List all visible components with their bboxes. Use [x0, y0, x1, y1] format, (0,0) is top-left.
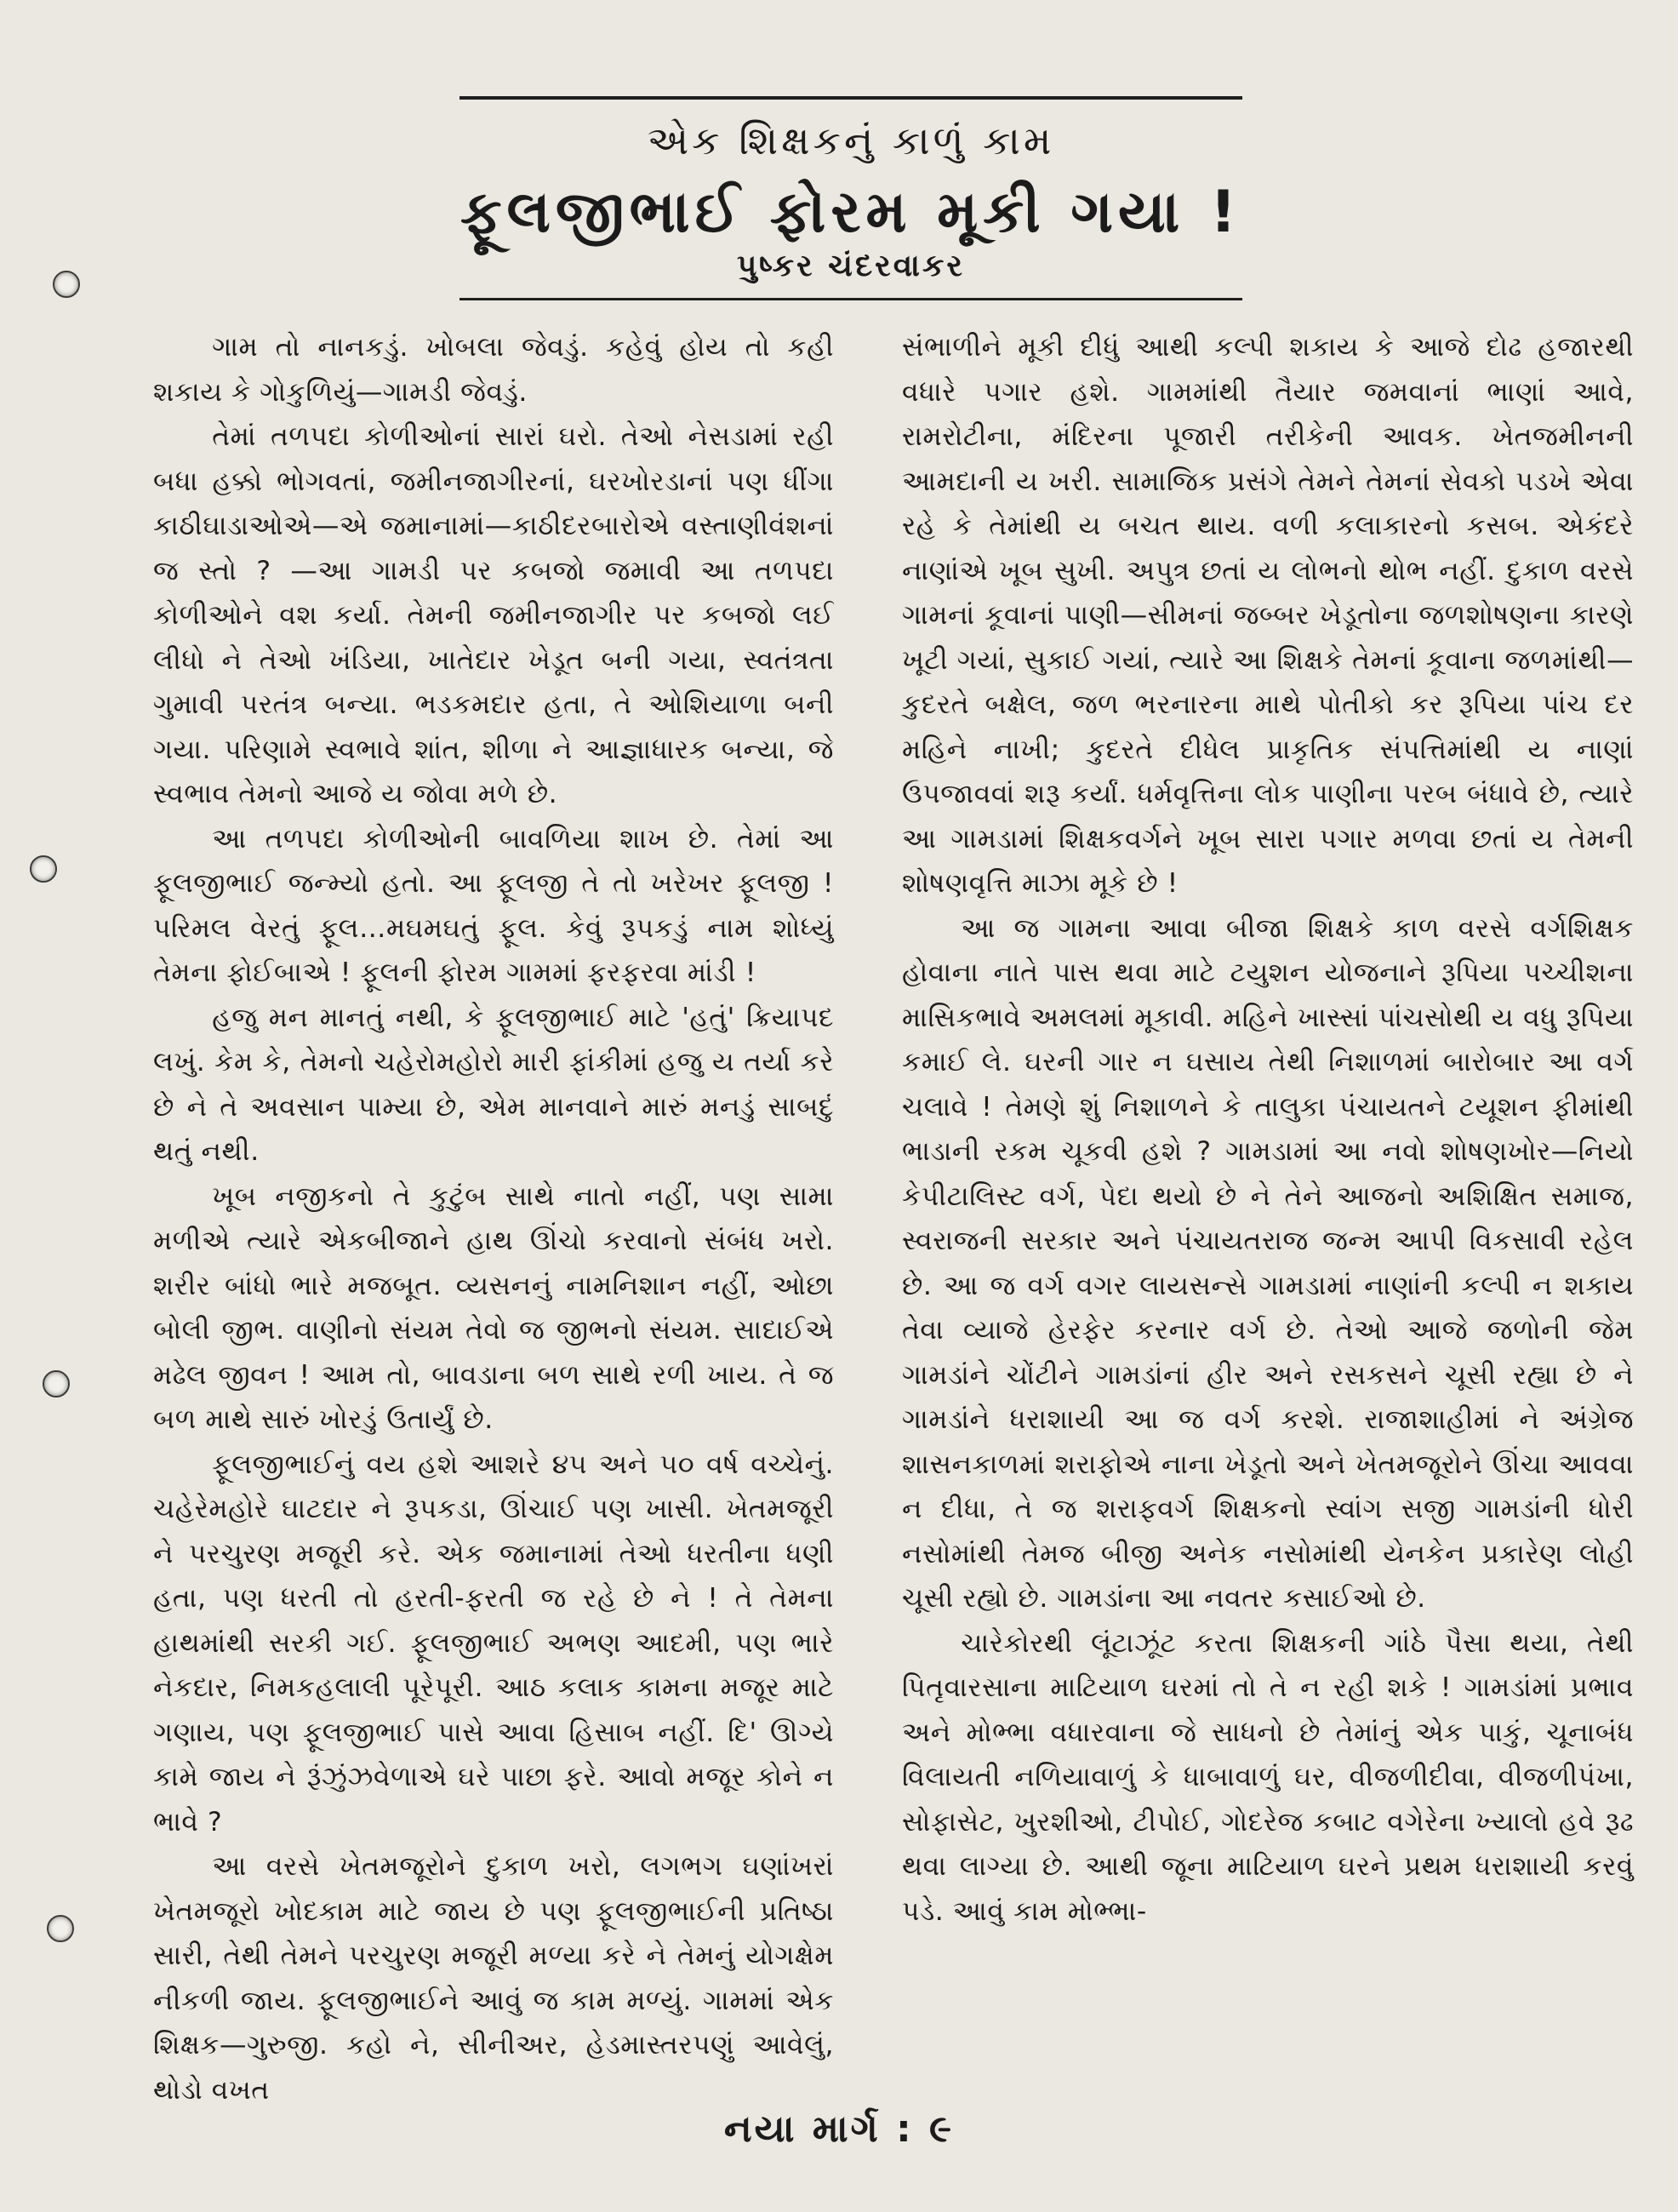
paragraph: ગામ તો નાનકડું. ખોબલા જેવડું. કહેવું હોય તો કહી શકાય કે ગોકુળિયું—ગામડી જેવડું.: [153, 332, 834, 408]
paragraph-continued: સંભાળીને મૂકી દીધું આથી કલ્પી શકાય કે આજે દોઢ હજારથી વધારે પગાર હશે. ગામમાંથી તૈયાર જમવાનાં ભાણાં આવે, રામરોટીના, મંદિરના પૂજારી તરીકેની આવક. ખેતજમીનની આમદાની ય ખરી. સામાજિક પ્રસંગે તેમને તેમનાં સેવકો પડખે એવા રહે કે તેમાંથી ય બચત થાય. વળી કલાકારનો કસબ. એકંદરે નાણાંએ ખૂબ સુખી. અપુત્ર છતાં ય લોભનો થોભ નહીં. દુકાળ વરસે ગામનાં કૂવાનાં પાણી—સીમનાં જબ્બર ખેડૂતોના જળશોષણના કારણે ખૂટી ગયાં, સુકાઈ ગયાં, ત્યારે આ શિક્ષકે તેમનાં કૂવાના જળમાંથી—કુદરતે બક્ષેલ, જળ ભરનારના માથે પોતીકો કર રૂપિયા પાંચ દર મહિને નાખી; કુદરતે દીધેલ પ્રાકૃતિક સંપત્તિમાંથી ય નાણાં ઉપજાવવાં શરૂ કર્યાં. ધર્મવૃત્તિના લોક પાણીના પરબ બંધાવે છે, ત્યારે આ ગામડામાં શિક્ષકવર્ગને ખૂબ સારા પગાર મળવા છતાં ય તેમની શોષણવૃત્તિ માઝા મૂકે છે !: [902, 332, 1634, 899]
top-rule: [459, 96, 1242, 100]
paragraph: આ વરસે ખેતમજૂરોને દુકાળ ખરો, લગભગ ઘણાંખરાં ખેતમજૂરો ખોદકામ માટે જાય છે પણ ફૂલજીભાઈની પ્રતિષ્ઠા સારી, તેથી તેમને પરચુરણ મજૂરી મળ્યા કરે ને તેમનું યોગક્ષેમ નીકળી જાય. ફૂલજીભાઈને આવું જ કામ મળ્યું. ગામમાં એક શિક્ષક—ગુરુજી. કહો ને, સીનીઅર, હેડમાસ્તરપણું આવેલું, થોડો વખત: [153, 1851, 834, 2106]
left-column: [153, 325, 834, 2106]
article-kicker: એક શિક્ષકનું કાળું કામ: [647, 117, 1055, 163]
paragraph: ફૂલજીભાઈનું વય હશે આશરે ૪૫ અને ૫૦ વર્ષ વચ્ચેનું. ચહેરેમહોરે ઘાટદાર ને રૂપકડા, ઊંચાઈ પણ ખાસી. ખેતમજૂરી ને પરચુરણ મજૂરી કરે. એક જમાનામાં તેઓ ધરતીના ધણી હતા, પણ ધરતી તો હરતી-ફરતી જ રહે છે ને ! તે તેમના હાથમાંથી સરકી ગઈ. ફૂલજીભાઈ અભણ આદમી, પણ ભારે નેકદાર, નિમકહલાલી પૂરેપૂરી. આઠ કલાક કામના મજૂર માટે ગણાય, પણ ફૂલજીભાઈ પાસે આવા હિસાબ નહીં. દિ' ઊગ્યે કામે જાય ને રૂંઝુંઝવેળાએ ઘરે પાછા ફરે. આવો મજૂર કોને ન ભાવે ?: [153, 1449, 834, 1838]
paragraph: આ જ ગામના આવા બીજા શિક્ષકે કાળ વરસે વર્ગશિક્ષક હોવાના નાતે પાસ થવા માટે ટયુશન યોજનાને રૂપિયા પચ્ચીશના માસિકભાવે અમલમાં મૂકાવી. મહિને ખાસ્સાં પાંચસોથી ય વધુ રૂપિયા કમાઈ લે. ઘરની ગાર ન ઘસાય તેથી નિશાળમાં બારોબાર આ વર્ગ ચલાવે ! તેમણે શું નિશાળને કે તાલુકા પંચાયતને ટયૂશન ફીમાંથી ભાડાની રકમ ચૂકવી હશે ? ગામડામાં આ નવો શોષણખોર—નિયો કેપીટાલિસ્ટ વર્ગ, પેદા થયો છે ને તેને આજનો અશિક્ષિત સમાજ, સ્વરાજની સરકાર અને પંચાયતરાજ જન્મ આપી વિકસાવી રહેલ છે. આ જ વર્ગ વગર લાયસન્સે ગામડામાં નાણાંની કલ્પી ન શકાય તેવા વ્યાજે હેરફેર કરનાર વર્ગ છે. તેઓ આજે જળોની જેમ ગામડાંને ચોંટીને ગામડાંનાં હીર અને રસકસને ચૂસી રહ્યા છે ને ગામડાંને ધરાશાયી આ જ વર્ગ કરશે. રાજાશાહીમાં ને અંગ્રેજ શાસનકાળમાં શરાફોએ નાના ખેડૂતો અને ખેતમજૂરોને ઊંચા આવવા ન દીધા, તે જ શરાફવર્ગ શિક્ષકનો સ્વાંગ સજી ગામડાંની ધોરી નસોમાંથી તેમજ બીજી અનેક નસોમાંથી યેનકેન પ્રકારેણ લોહી ચૂસી રહ્યો છે. ગામડાંના આ નવતર કસાઈઓ છે.: [902, 912, 1634, 1614]
punch-hole: [30, 855, 57, 883]
page-footer: નયા માર્ગ : ૯: [723, 2107, 955, 2151]
right-column: [902, 325, 1634, 2027]
paragraph: તેમાં તળપદા કોળીઓનાં સારાં ઘરો. તેઓ નેસડામાં રહી બધા હક્કો ભોગવતાં, જમીનજાગીરનાં, ઘરખોરડાનાં પણ ધીંગા કાઠીઘાડાઓએ—એ જમાનામાં—કાઠીદરબારોએ વસ્તાણીવંશનાં જ સ્તો ? —આ ગામડી પર કબજો જમાવી આ તળપદા કોળીઓને વશ કર્યા. તેમની જમીનજાગીર પર કબજો લઈ લીધો ને તેઓ ખંડિયા, ખાતેદાર ખેડૂત બની ગયા, સ્વતંત્રતા ગુમાવી પરતંત્ર બન્યા. ભડકમદાર હતા, તે ઓશિયાળા બની ગયા. પરિણામે સ્વભાવે શાંત, શીળા ને આજ્ઞાધારક બન્યા, જે સ્વભાવ તેમનો આજે ય જોવા મળે છે.: [153, 421, 834, 809]
paragraph: આ તળપદા કોળીઓની બાવળિયા શાખ છે. તેમાં આ ફૂલજીભાઈ જન્મ્યો હતો. આ ફૂલજી તે તો ખરેખર ફૂલજી ! પરિમલ વેરતું ફૂલ…મઘમઘતું ફૂલ. કેવું રૂપકડું નામ શોધ્યું તેમના ફોઈબાએ ! ફૂલની ફોરમ ગામમાં ફરફરવા માંડી !: [153, 823, 834, 988]
header-rule: [459, 298, 1242, 300]
punch-hole: [53, 271, 80, 298]
punch-hole: [47, 1915, 74, 1942]
paragraph: હજુ મન માનતું નથી, કે ફૂલજીભાઈ માટે 'હતું' ક્રિયાપદ લખું. કેમ કે, તેમનો ચહેરોમહોરો મારી ફાંકીમાં હજુ ય તર્યા કરે છે ને તે અવસાન પામ્યા છે, એમ માનવાને મારું મનડું સાબદું થતું નથી.: [153, 1002, 834, 1167]
punch-hole: [43, 1370, 70, 1398]
article-byline: પુષ્કર ચંદરવાકર: [737, 249, 965, 283]
article-headline: ફૂલજીભાઈ ફોરમ મૂકી ગયા !: [459, 179, 1242, 246]
paragraph: ખૂબ નજીકનો તે કુટુંબ સાથે નાતો નહીં, પણ સામા મળીએ ત્યારે એકબીજાને હાથ ઊંચો કરવાનો સંબંધ ખરો. શરીર બાંધો ભારે મજબૂત. વ્યસનનું નામનિશાન નહીં, ઓછા બોલી જીભ. વાણીનો સંયમ તેવો જ જીભનો સંયમ. સાદાઈએ મઢેલ જીવન ! આમ તો, બાવડાના બળ સાથે રળી ખાય. તે જ બળ માથે સારું ખોરડું ઉતાર્યું છે.: [153, 1180, 834, 1435]
paragraph: ચારેકોરથી લૂંટાઝૂંટ કરતા શિક્ષકની ગાંઠે પૈસા થયા, તેથી પિતૃવારસાના માટિયાળ ઘરમાં તો તે ન રહી શકે ! ગામડાંમાં પ્રભાવ અને મોભ્ભા વધારવાના જે સાધનો છે તેમાંનું એક પાકું, ચૂનાબંધ વિલાયતી નળિયાવાળું કે ધાબાવાળું ઘર, વીજળીદીવા, વીજળીપંખા, સોફાસેટ, ખુરશીઓ, ટીપોઈ, ગોદરેજ કબાટ વગેરેના ખ્યાલો હવે રૂઢ થવા લાગ્યા છે. આથી જૂના માટિયાળ ઘરને પ્રથમ ધરાશાયી કરવું પડે. આવું કામ મોભ્ભા-: [902, 1627, 1634, 1927]
